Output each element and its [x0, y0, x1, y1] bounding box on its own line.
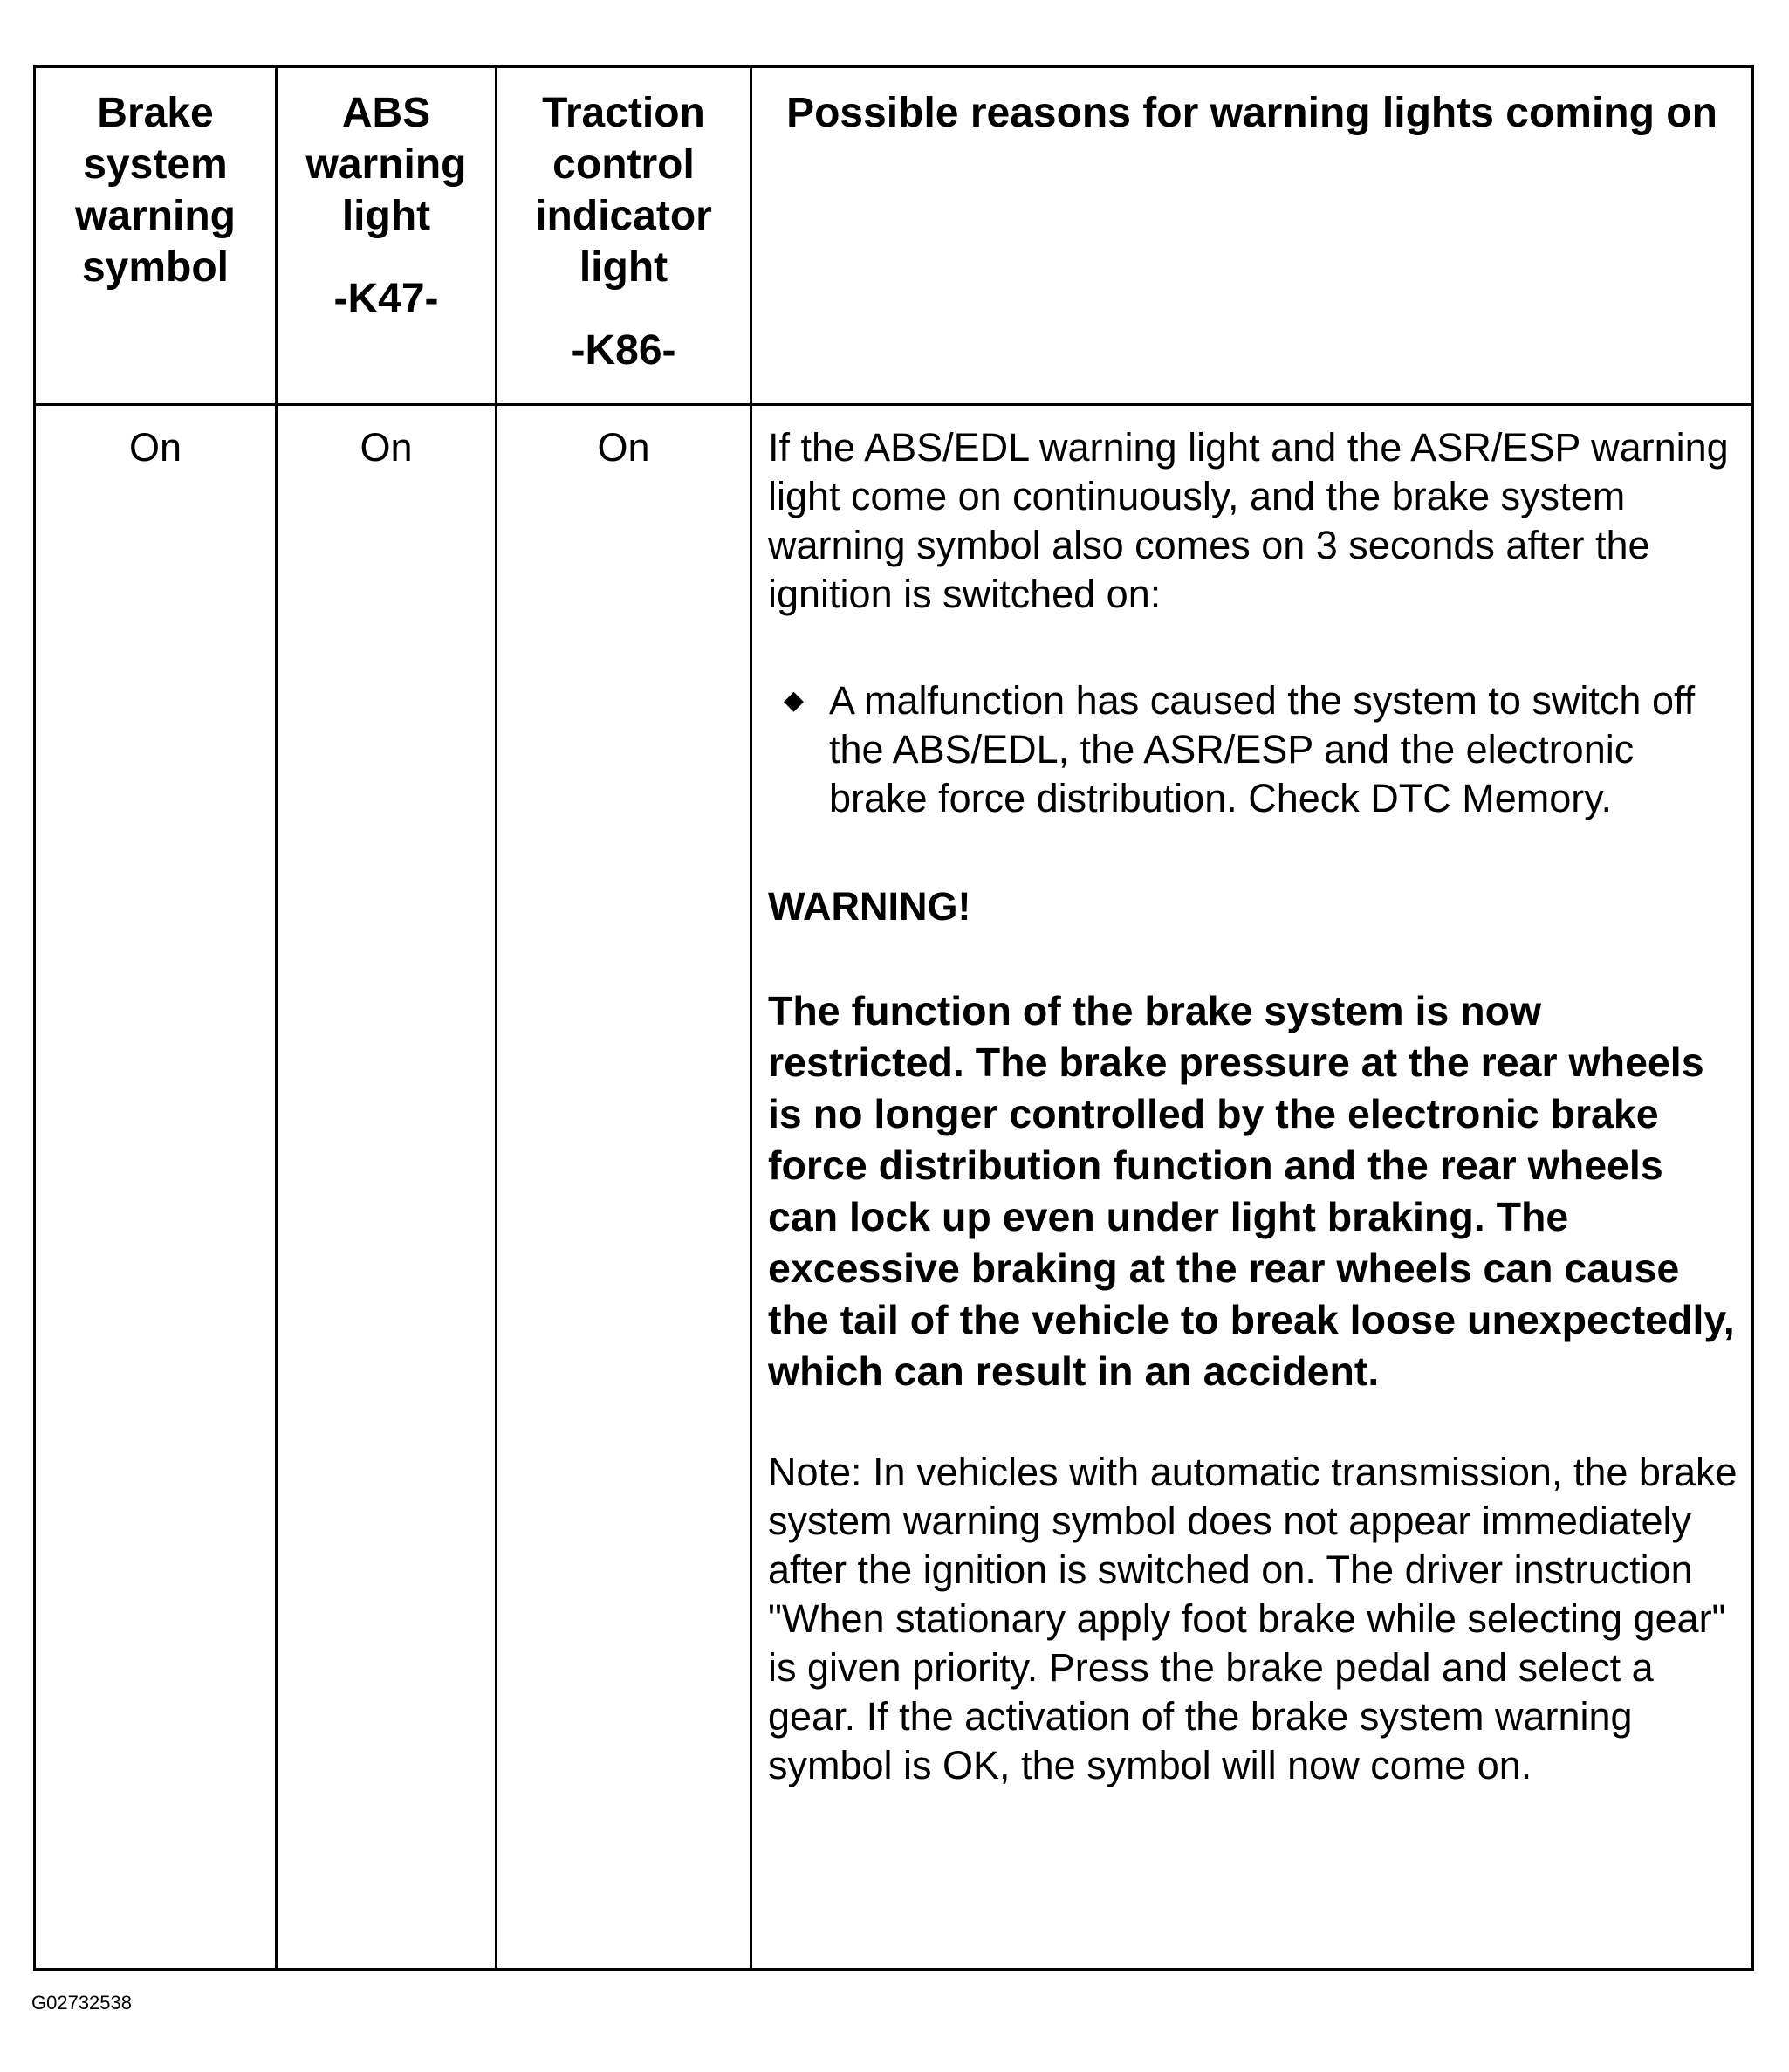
- warning-lights-table: [33, 65, 1754, 1971]
- header-label: Possible reasons for warning lights coming on: [786, 90, 1717, 136]
- header-brake-system-warning-symbol: [35, 67, 277, 405]
- cell-abs-light-state: On: [277, 405, 497, 1970]
- warning-body-text: The function of the brake system is now restricted. The brake pressure at the rear wheels is no longer controlled by the electronic brake force distribution function and the rear wheels can lock up even under light braking. The excessive braking at the rear wheels can cause the tail of the vehicle to break loose unexpectedly, which can result in an accident.: [768, 988, 1735, 1394]
- header-label: Brake system warning symbol: [74, 90, 236, 291]
- cell-possible-reasons: [751, 405, 1753, 1970]
- figure-id-label: G02732538: [31, 1992, 132, 2014]
- table-row: [35, 405, 1753, 1970]
- diamond-bullet-icon: ◆: [784, 686, 805, 715]
- header-component-code: -K86-: [571, 327, 676, 374]
- header-component-code: -K47-: [333, 276, 439, 322]
- header-traction-control-indicator-light: [497, 67, 751, 405]
- header-possible-reasons: [751, 67, 1753, 405]
- reason-intro-text: If the ABS/EDL warning light and the ASR/ESP warning light come on continuously, and the brake system warning symbol also comes on 3 seconds after the ignition is switched on:: [768, 425, 1729, 616]
- table-header-row: [35, 67, 1753, 405]
- header-label: Traction control indicator light: [535, 90, 712, 291]
- reason-bullet-item: [768, 676, 1739, 823]
- cell-brake-symbol-state: On: [35, 405, 277, 1970]
- note-text: Note: In vehicles with automatic transmission, the brake system warning symbol does not appear immediately after the ignition is switched on. The driver instruction "When stationary apply foot brake while selecting gear" is given priority. Press the brake pedal and select a gear. If the activation of the brake system warning symbol is OK, the symbol will now come on.: [768, 1450, 1738, 1787]
- cell-traction-light-state: On: [497, 405, 751, 1970]
- header-label: ABS warning light: [305, 90, 467, 239]
- header-abs-warning-light: [277, 67, 497, 405]
- reason-bullet-text: A malfunction has caused the system to switch off the ABS/EDL, the ASR/ESP and the electronic brake force distribution. Check DTC Memory.: [829, 678, 1696, 820]
- warning-title: WARNING!: [768, 884, 971, 929]
